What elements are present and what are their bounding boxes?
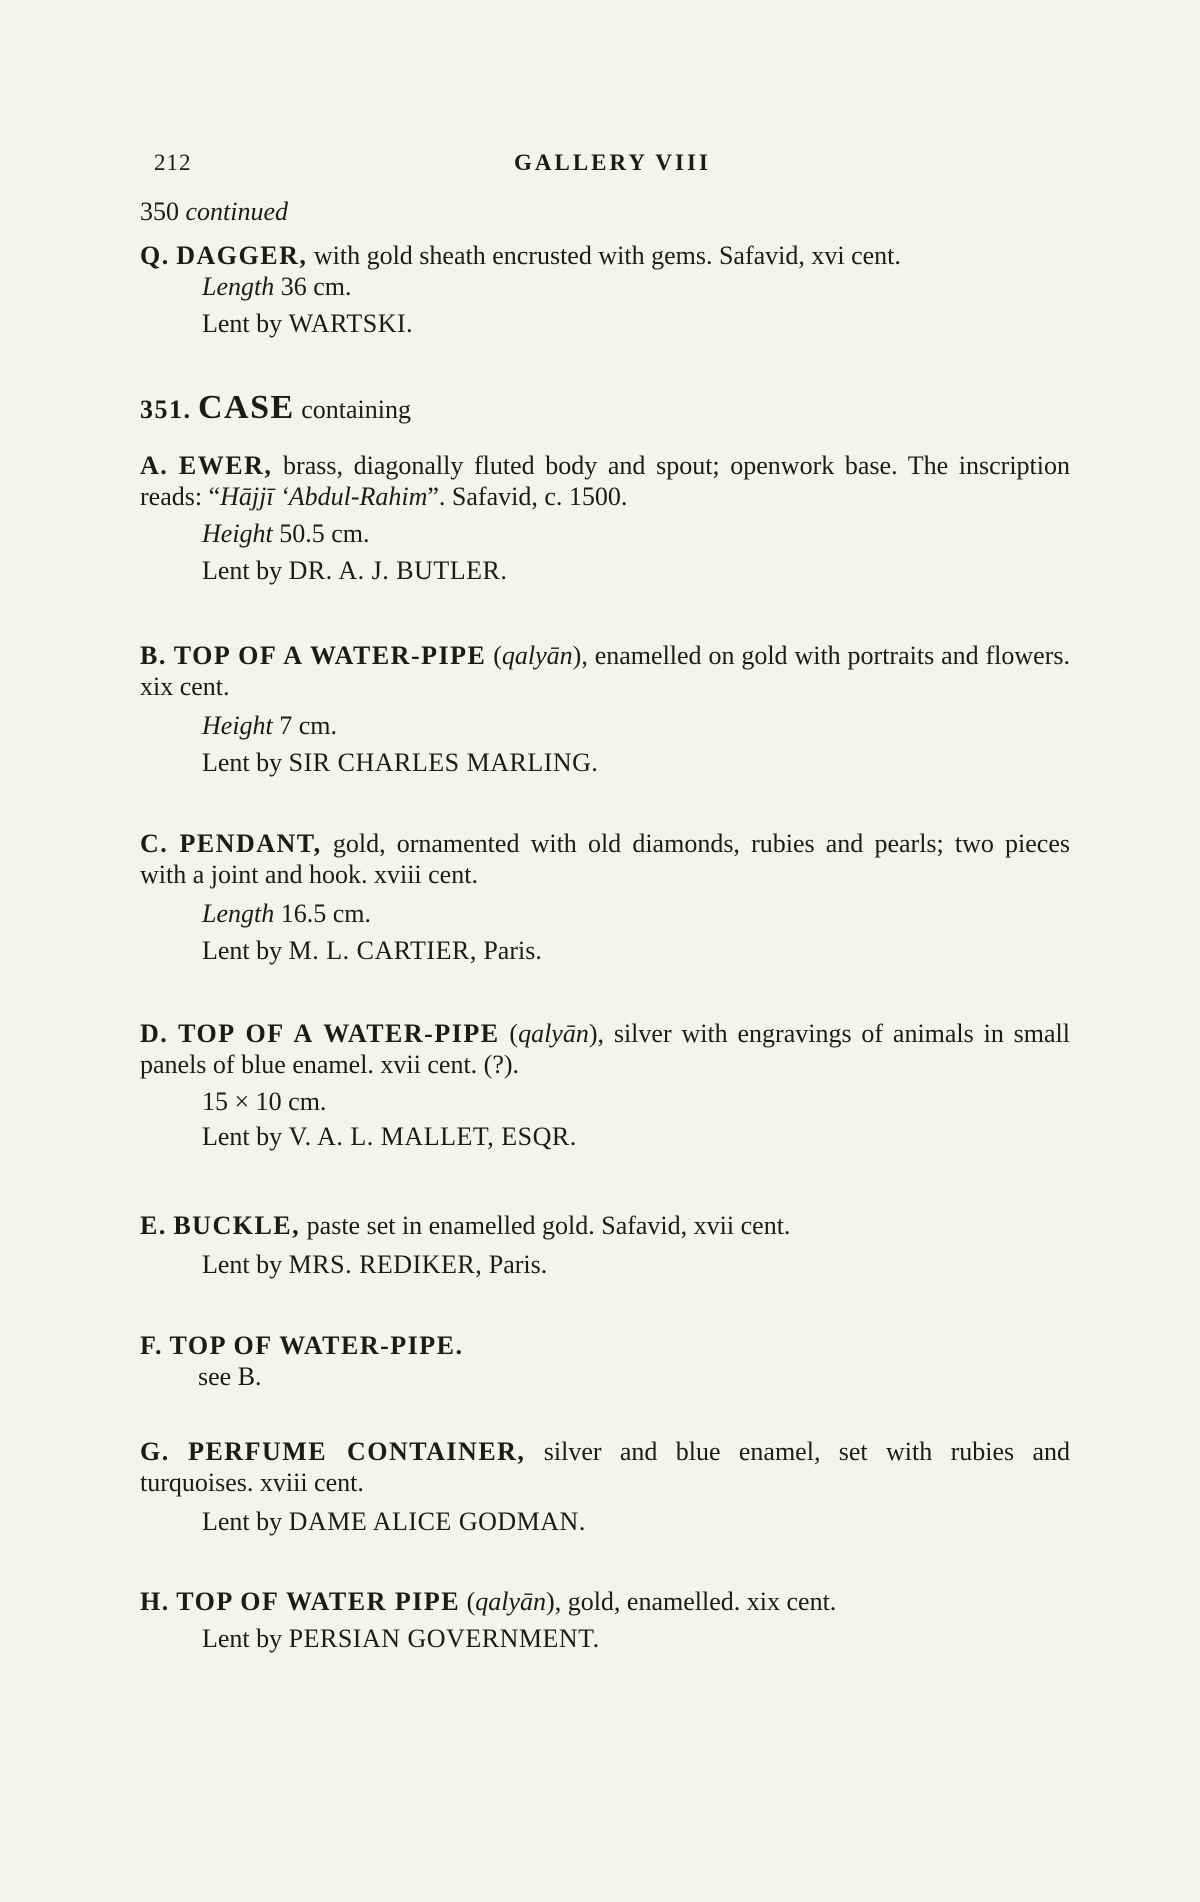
entry-B <box>140 640 1070 778</box>
entry-G <box>140 1436 1070 1537</box>
item-title: BUCKLE, <box>173 1211 301 1240</box>
entry-C <box>140 828 1070 966</box>
item-description-open: ( <box>466 1587 476 1616</box>
item-description: ), silver with engravings of animals in small panels of blue enamel. xvii cent. (?). <box>140 1019 1071 1079</box>
lent-prefix: Lent by <box>202 1250 283 1279</box>
inscription-text: Hājjī ‘Abdul-Rahim <box>220 482 428 511</box>
lent-prefix: Lent by <box>202 309 283 338</box>
lent-prefix: Lent by <box>202 1122 283 1151</box>
item-term: qalyān <box>475 1587 547 1616</box>
continued-heading <box>140 196 1070 227</box>
page-number: 212 <box>154 150 192 175</box>
item-title: DAGGER, <box>176 241 308 270</box>
item-title: TOP OF WATER PIPE <box>176 1587 461 1616</box>
entry-number: 351. <box>140 395 192 424</box>
item-title: PENDANT, <box>179 829 322 858</box>
lender-name: PERSIAN GOVERNMENT. <box>288 1624 600 1653</box>
item-letter: H. <box>140 1587 170 1616</box>
item-description: brass, diagonally fluted body and spout; openwork base. The inscription reads: “ <box>140 451 1071 511</box>
item-letter: A. <box>140 451 169 480</box>
lender-name: M. L. CARTIER, <box>288 936 477 965</box>
item-description-open: ( <box>493 641 502 670</box>
lender-place: Paris. <box>483 936 542 965</box>
case-label: containing <box>301 395 411 424</box>
item-letter: G. <box>140 1437 170 1466</box>
lent-prefix: Lent by <box>202 936 283 965</box>
item-title: TOP OF WATER-PIPE. <box>169 1331 464 1360</box>
lender-name: V. A. L. MALLET, ESQR. <box>288 1122 577 1151</box>
lender-name: WARTSKI. <box>288 309 414 338</box>
continued-label: continued <box>185 197 289 226</box>
lender-name: MRS. REDIKER, <box>288 1250 483 1279</box>
lent-prefix: Lent by <box>202 1624 283 1653</box>
item-letter: B. <box>140 641 167 670</box>
item-letter: C. <box>140 829 169 858</box>
item-letter: F. <box>140 1331 163 1360</box>
item-term: qalyān <box>518 1019 589 1048</box>
item-description-open: ( <box>509 1019 519 1048</box>
item-description: paste set in enamelled gold. Safavid, xvii cent. <box>306 1211 791 1240</box>
item-description: ), enamelled on gold with portraits and flowers. xix cent. <box>140 641 1070 701</box>
lent-prefix: Lent by <box>202 1507 283 1536</box>
lent-prefix: Lent by <box>202 748 283 777</box>
item-title: TOP OF A WATER-PIPE <box>173 641 487 670</box>
dimension-value: 15 × 10 cm. <box>202 1087 327 1116</box>
dimension-value: 7 cm. <box>279 711 338 740</box>
dimension-value: 36 cm. <box>280 272 352 301</box>
lender-place: Paris. <box>488 1250 548 1279</box>
entry-Q <box>140 240 1070 339</box>
item-description: with gold sheath encrusted with gems. Safavid, xvi cent. <box>313 241 901 270</box>
entry-F <box>140 1330 1070 1392</box>
item-title: TOP OF A WATER-PIPE <box>178 1019 500 1048</box>
entry-H <box>140 1586 1070 1654</box>
dimension-label: Length <box>202 272 275 301</box>
item-letter: Q. <box>140 241 170 270</box>
item-title: EWER, <box>178 451 273 480</box>
running-title: GALLERY VIII <box>514 150 711 175</box>
lender-name: DR. A. J. BUTLER. <box>288 556 508 585</box>
entry-A <box>140 450 1070 586</box>
item-title: PERFUME CONTAINER, <box>188 1437 526 1466</box>
lender-name: SIR CHARLES MARLING. <box>288 748 599 777</box>
cross-reference: see B. <box>198 1362 262 1391</box>
item-term: qalyān <box>501 641 573 670</box>
case-title: CASE <box>198 389 295 426</box>
item-description: gold, ornamented with old diamonds, rubies and pearls; two pieces with a joint and hook. xviii cent. <box>140 829 1071 889</box>
dimension-value: 50.5 cm. <box>279 519 370 548</box>
item-letter: E. <box>140 1211 167 1240</box>
item-description-end: ”. Safavid, c. 1500. <box>427 482 628 511</box>
item-description: ), gold, enamelled. xix cent. <box>546 1587 837 1616</box>
entry-E <box>140 1210 1070 1280</box>
dimension-label: Height <box>202 711 273 740</box>
item-description: silver and blue enamel, set with rubies and turquoises. xviii cent. <box>140 1437 1070 1497</box>
lender-name: DAME ALICE GODMAN. <box>288 1507 586 1536</box>
item-letter: D. <box>140 1019 169 1048</box>
case-heading <box>140 389 1070 426</box>
dimension-label: Length <box>202 899 275 928</box>
entry-D <box>140 1018 1070 1152</box>
dimension-label: Height <box>202 519 273 548</box>
lent-prefix: Lent by <box>202 556 283 585</box>
entry-number: 350 <box>140 197 179 226</box>
dimension-value: 16.5 cm. <box>280 899 371 928</box>
